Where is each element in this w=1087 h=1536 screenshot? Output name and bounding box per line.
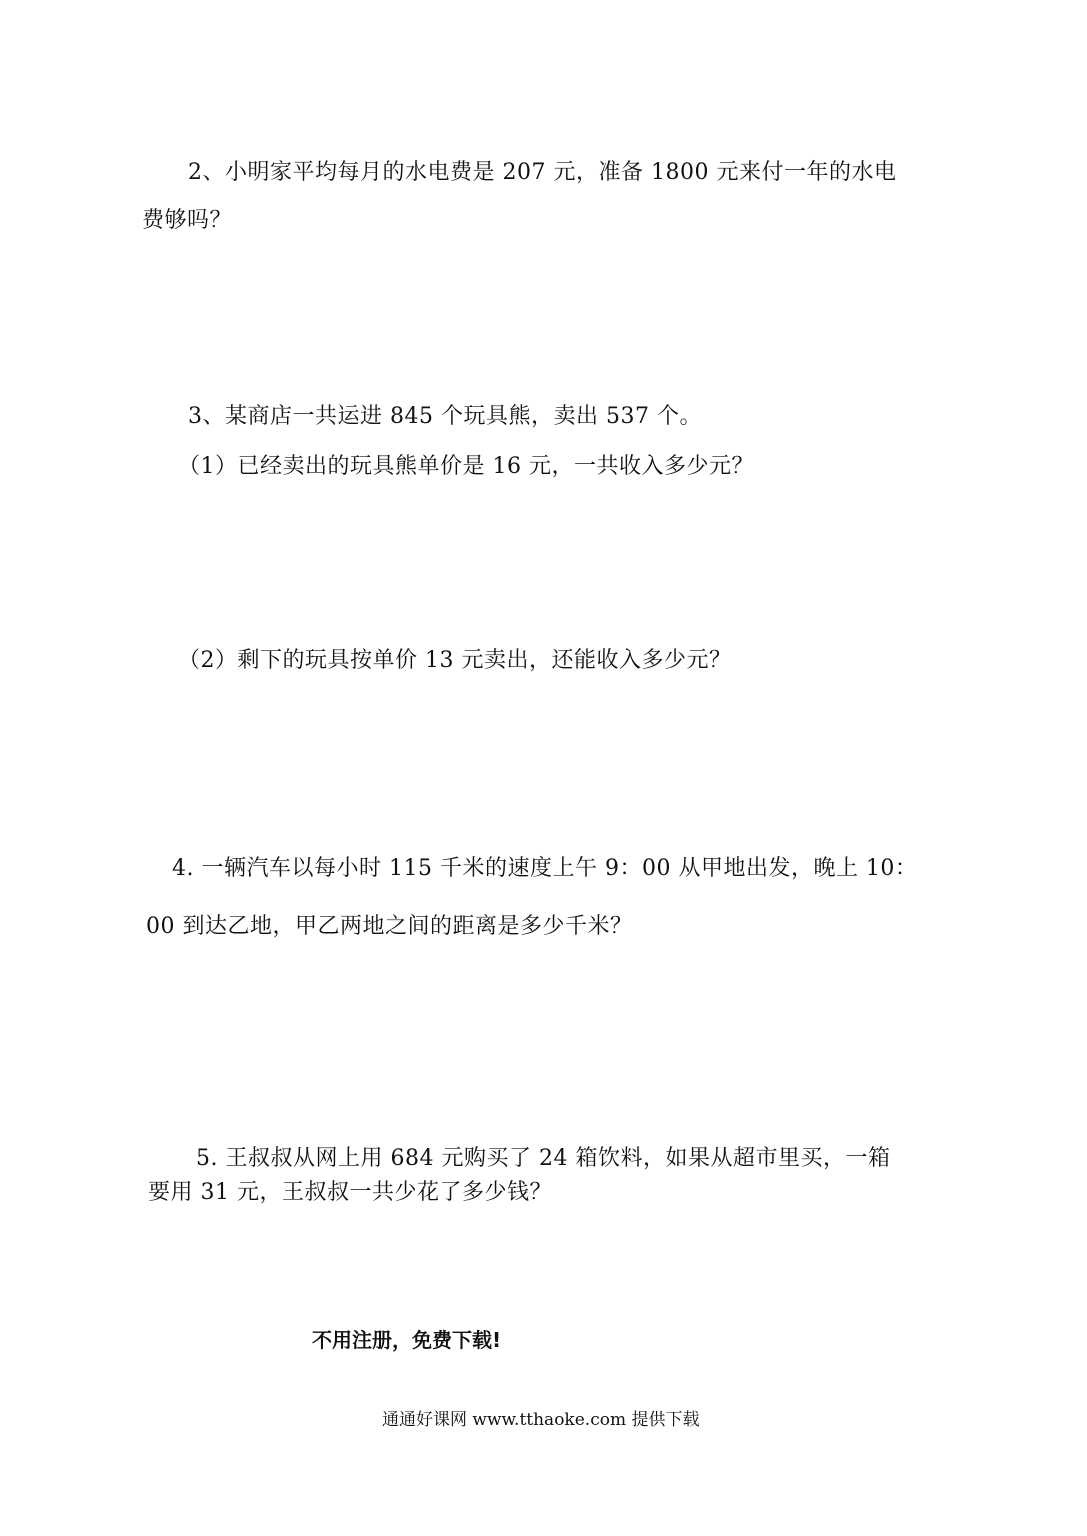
question-2-line-2: 费够吗？ bbox=[142, 208, 233, 233]
footer-credit: 通通好课网 www.tthaoke.com 提供下载 bbox=[382, 1410, 700, 1430]
question-5-line-1: 5. 王叔叔从网上用 684 元购买了 24 箱饮料，如果从超市里买，一箱 bbox=[196, 1146, 891, 1171]
question-3-part-1: （1）已经卖出的玩具熊单价是 16 元，一共收入多少元？ bbox=[178, 454, 754, 479]
promo-note: 不用注册，免费下载! bbox=[312, 1328, 502, 1352]
question-2-line-1: 2、小明家平均每月的水电费是 207 元，准备 1800 元来付一年的水电 bbox=[188, 160, 897, 185]
question-3-part-2: （2）剩下的玩具按单价 13 元卖出，还能收入多少元？ bbox=[178, 648, 732, 673]
question-3-intro: 3、某商店一共运进 845 个玩具熊，卖出 537 个。 bbox=[188, 404, 702, 429]
question-5-line-2: 要用 31 元，王叔叔一共少花了多少钱？ bbox=[148, 1180, 552, 1205]
question-4-line-1: 4. 一辆汽车以每小时 115 千米的速度上午 9：00 从甲地出发，晚上 10： bbox=[172, 856, 918, 881]
question-4-line-2: 00 到达乙地，甲乙两地之间的距离是多少千米？ bbox=[146, 914, 633, 939]
